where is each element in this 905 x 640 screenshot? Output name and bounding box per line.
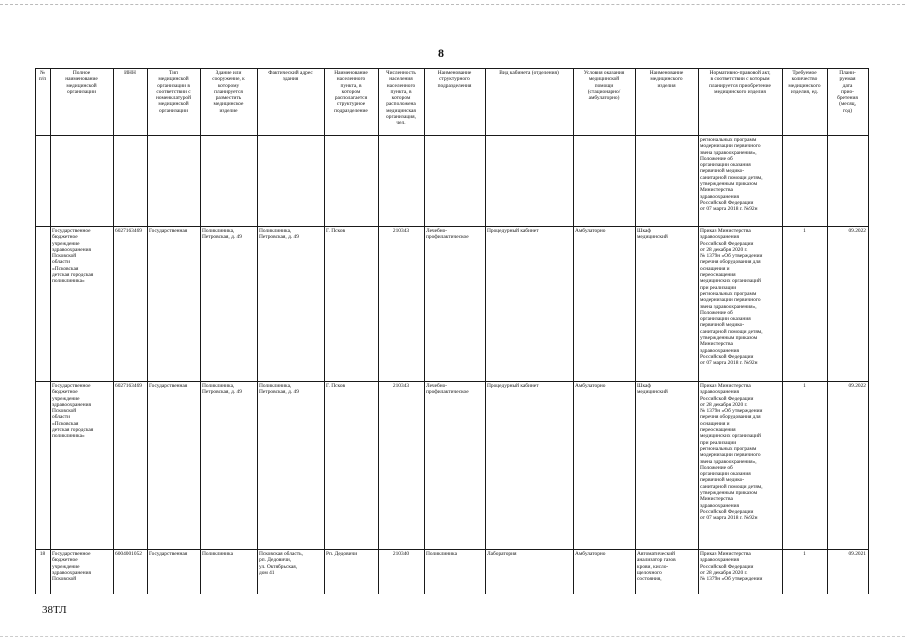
cell-number [35, 227, 50, 381]
document-footer-code: 38ТЛ [42, 604, 67, 616]
cell-quantity: 1 [803, 228, 806, 234]
cell-organization-name: Государственное бюджетное учреждение здравоохранения Псковской области «Псковская детская городская поликлиника» [52, 383, 94, 440]
cell-number: 18 [39, 551, 46, 557]
column-header-number: № п/п [38, 70, 47, 83]
cell-device-name: Шкаф медицинский [637, 228, 668, 241]
cell-locality: Рп. Дедовичи [326, 551, 358, 557]
cell-cabinet-type: Процедурный кабинет [487, 228, 539, 234]
cell-planned-date: 09.2021 [848, 551, 866, 557]
cell-number [35, 382, 50, 549]
cell-organization-type: Государственная [149, 383, 188, 389]
cell-address: Поликлиника, Петровская, д. 49 [259, 383, 299, 396]
column-header-legal-act: Нормативно-правовой акт, в соответствии с которым планируется приобретение медицинского изделия [709, 70, 771, 95]
column-header-cabinet-type: Вид кабинета (отделения) [499, 70, 559, 76]
cell-care-conditions: Амбулаторно [575, 228, 606, 234]
cell-device-name: Автоматический анализатор газов крови, кисло- щелочного состояния, [637, 551, 676, 583]
cell-address: Псковская область, рп. Дедовичи, ул. Октябрьская, дом 41 [259, 551, 303, 576]
cell-planned-date: 09.2022 [848, 228, 866, 234]
column-header-organization-type: Тип медицинской организации в соответствии с номенклатурой медицинской организации [156, 70, 191, 114]
cell-inn: 6004001052 [115, 551, 142, 557]
scan-edge-bottom [0, 636, 905, 637]
column-header-structural-unit: Наименование структурного подразделения [437, 70, 472, 89]
cell-device-name: Шкаф медицинский [637, 383, 668, 396]
cell-organization-name: Государственное бюджетное учреждение здравоохранения Псковской области «Псковская детская городская поликлиника» [52, 228, 94, 285]
cell-cabinet-type: Лаборатория [487, 551, 517, 557]
column-header-quantity: Требуемое количество медицинского изделия, ед. [788, 70, 821, 95]
cell-legal-act: Приказ Министерства здравоохранения Российской Федерации от 28 декабря 2020 г. № 1379н «Об утверждении перечня оборудования для оснащения и переоснащения медицинских организаций при реализации региональных программ модернизации первичного звена здравоохранения», Положение об организации оказания первичной медико- санитарной помощи детям, утвержденным приказом Министерства здравоохранения Российской Федерации от 07 марта 2018 г. №92н [700, 228, 763, 367]
cell-legal-act: Приказ Министерства здравоохранения Российской Федерации от 28 декабря 2020 г. № 1379н «Об утверждении [700, 551, 763, 583]
column-header-population: Численность населения населенного пункта, в котором расположена медицинская организация, чел. [386, 70, 416, 127]
cell-building: Поликлиника [202, 551, 233, 557]
cell-quantity: 1 [803, 383, 806, 389]
cell-quantity: 1 [803, 551, 806, 557]
cell-structural-unit: Лечебно- профилактическое [426, 228, 469, 241]
continuation-legal-act: региональных программ модернизации первичного звена здравоохранения», Положение об организации оказания первичной медико- санитарной помощи детям, утвержденным приказом Министерства здравоохранения Российской Федерации от 07 марта 2018 г. №92н [700, 137, 763, 213]
cell-inn: 6027163469 [115, 383, 142, 389]
cell-locality: Г. Псков [326, 228, 346, 234]
cell-planned-date: 09.2022 [848, 383, 866, 389]
column-header-inn: ИНН [124, 70, 136, 76]
cell-structural-unit: Поликлиника [426, 551, 457, 557]
cell-address: Поликлиника, Петровская, д. 49 [259, 228, 299, 241]
column-header-device-name: Наименование медицинского изделия [649, 70, 684, 89]
table-column-rule [868, 68, 869, 594]
cell-inn: 6027163469 [115, 228, 142, 234]
page-number: 8 [438, 46, 444, 60]
cell-organization-name: Государственное бюджетное учреждение здравоохранения Псковской [52, 551, 91, 583]
cell-structural-unit: Лечебно- профилактическое [426, 383, 469, 396]
column-header-care-conditions: Условия оказания медицинской помощи (стационарно/ амбулаторно) [583, 70, 625, 102]
column-header-building: Здание или сооружение, к которому планируется разместить медицинское изделие [212, 70, 245, 114]
cell-organization-type: Государственная [149, 228, 188, 234]
cell-locality: Г. Псков [326, 383, 346, 389]
cell-cabinet-type: Процедурный кабинет [487, 383, 539, 389]
cell-care-conditions: Амбулаторно [575, 551, 606, 557]
column-header-planned-date: Плани- руемая дата прио- бретения (месяц, год) [837, 70, 858, 114]
cell-care-conditions: Амбулаторно [575, 383, 606, 389]
cell-population: 210343 [392, 228, 410, 234]
cell-population: 210340 [392, 551, 410, 557]
cell-legal-act: Приказ Министерства здравоохранения Российской Федерации от 28 декабря 2020 г. № 1379н «Об утверждении перечня оборудования для оснащения и переоснащения медицинских организаций при реализации региональных программ модернизации первичного звена здравоохранения», Положение об организации оказания первичной медико- санитарной помощи детям, утвержденным приказом Министерства здравоохранения Российской Федерации от 07 марта 2018 г. №92н [700, 383, 763, 522]
column-header-organization-name: Полное наименование медицинской организации [65, 70, 98, 95]
cell-building: Поликлиника, Петровская, д. 49 [202, 383, 242, 396]
cell-organization-type: Государственная [149, 551, 188, 557]
cell-building: Поликлиника, Петровская, д. 49 [202, 228, 242, 241]
cell-population: 210343 [392, 383, 410, 389]
column-header-address: Фактический адрес здания [268, 70, 313, 83]
column-header-locality: Наименование населенного пункта, в котором располагается структурное подразделение [334, 70, 368, 114]
